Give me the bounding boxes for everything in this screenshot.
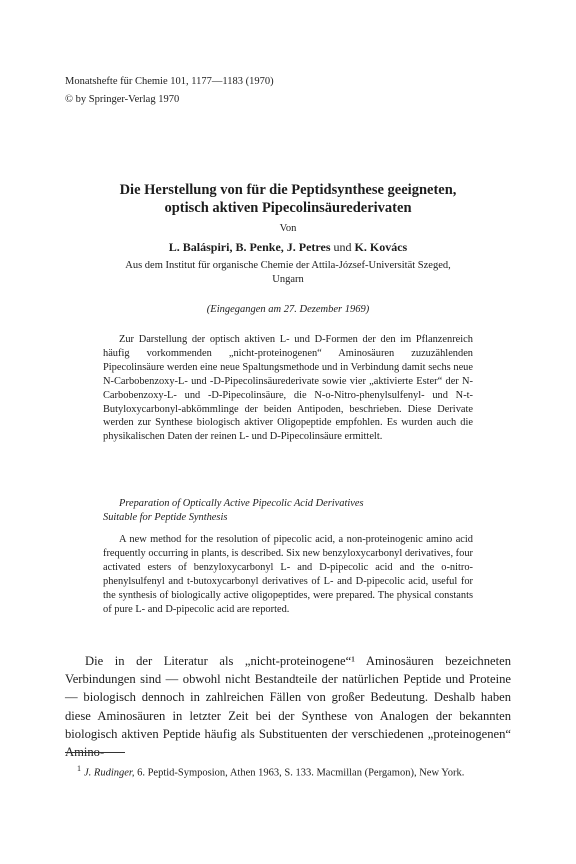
article-title-line-1: Die Herstellung von für die Peptidsynthese geeigneten,: [119, 182, 457, 198]
affiliation: [60, 259, 516, 287]
english-title-line-2: Suitable for Peptide Synthesis: [103, 512, 228, 523]
footnote-rule: [65, 752, 125, 753]
body-text: [65, 652, 511, 761]
byline-von: Von: [279, 223, 297, 234]
author-last: K. Kovács: [354, 240, 408, 254]
journal-citation: Monatshefte für Chemie 101, 1177—1183 (1970): [65, 76, 274, 87]
body-paragraph: Die in der Literatur als „nicht-proteinogene“¹ Aminosäuren bezeichneten Verbindungen sind — obwohl nicht Bestandteile der natürlichen Peptide und Proteine — biologisch dennoch in zahlreichen Fällen von großer Bedeutung. Deshalb haben diese Aminosäuren in letzter Zeit bei der Synthese von Analogen der bekannten biologisch aktiven Peptide häufig als Substituenten der verschiedenen „proteinogenen“ Amino-: [65, 654, 511, 760]
german-abstract: [103, 333, 473, 444]
article-title-line-2: optisch aktiven Pipecolinsäurederivaten: [164, 200, 412, 216]
author-conjunction: und: [333, 240, 352, 254]
english-abstract-text: A new method for the resolution of pipecolic acid, a non-proteinogenic amino acid frequently occurring in plants, is described. Six new benzyloxycarbonyl derivatives, four activated esters of benzyloxycarbonyl L- and D-pipecolic acid and the o-nitro-phenylsulfenyl and t-butoxycarbonyl derivatives of L- and D-pipecolic acid, useful for the synthesis of biologically active oligopeptides, were prepared. The physical constants of pure L- and D-pipecolic acid are reported.: [103, 534, 473, 615]
copyright-notice: © by Springer-Verlag 1970: [65, 94, 180, 105]
footnote: [65, 762, 511, 781]
author-list: [0, 240, 576, 255]
footnote-text: 6. Peptid-Symposion, Athen 1963, S. 133. Macmillan (Pergamon), New York.: [137, 767, 465, 779]
english-abstract: [103, 533, 473, 616]
affiliation-line-2: Ungarn: [272, 274, 304, 285]
english-title: [103, 497, 473, 525]
received-date: (Eingegangen am 27. Dezember 1969): [206, 304, 370, 315]
footnote-number: 1: [77, 764, 81, 773]
affiliation-line-1: Aus dem Institut für organische Chemie der Attila-József-Universität Szeged,: [125, 260, 451, 271]
english-title-line-1: Preparation of Optically Active Pipecolic Acid Derivatives: [119, 498, 364, 509]
author-names: L. Baláspiri, B. Penke, J. Petres: [168, 240, 331, 254]
footnote-author: J. Rudinger,: [84, 767, 135, 779]
german-abstract-text: Zur Darstellung der optisch aktiven L- und D-Formen der den im Pflanzenreich häufig vorkommenden „nicht-proteinogenen“ Aminosäuren zuzuzählenden Pipecolinsäure werden eine neue Spaltungsmethode und in Verbindung damit sechs neue N-Carbobenzoxy-L- und -D-Pipecolinsäurederivate sowie vier „aktivierte Ester“ der N-Carbobenzoxy-L- und -D-Pipecolinsäure, die N-o-Nitro-phenylsulfenyl- und N-t-Butyloxycarbonyl-abkömmlinge der beiden Antipoden, beschrieben. Diese Derivate werden zur Synthese biologisch aktiver Oligopeptide empfohlen. Es wurden auch die physikalischen Daten der reinen L- und D-Pipecolinsäure ermittelt.: [103, 334, 473, 443]
